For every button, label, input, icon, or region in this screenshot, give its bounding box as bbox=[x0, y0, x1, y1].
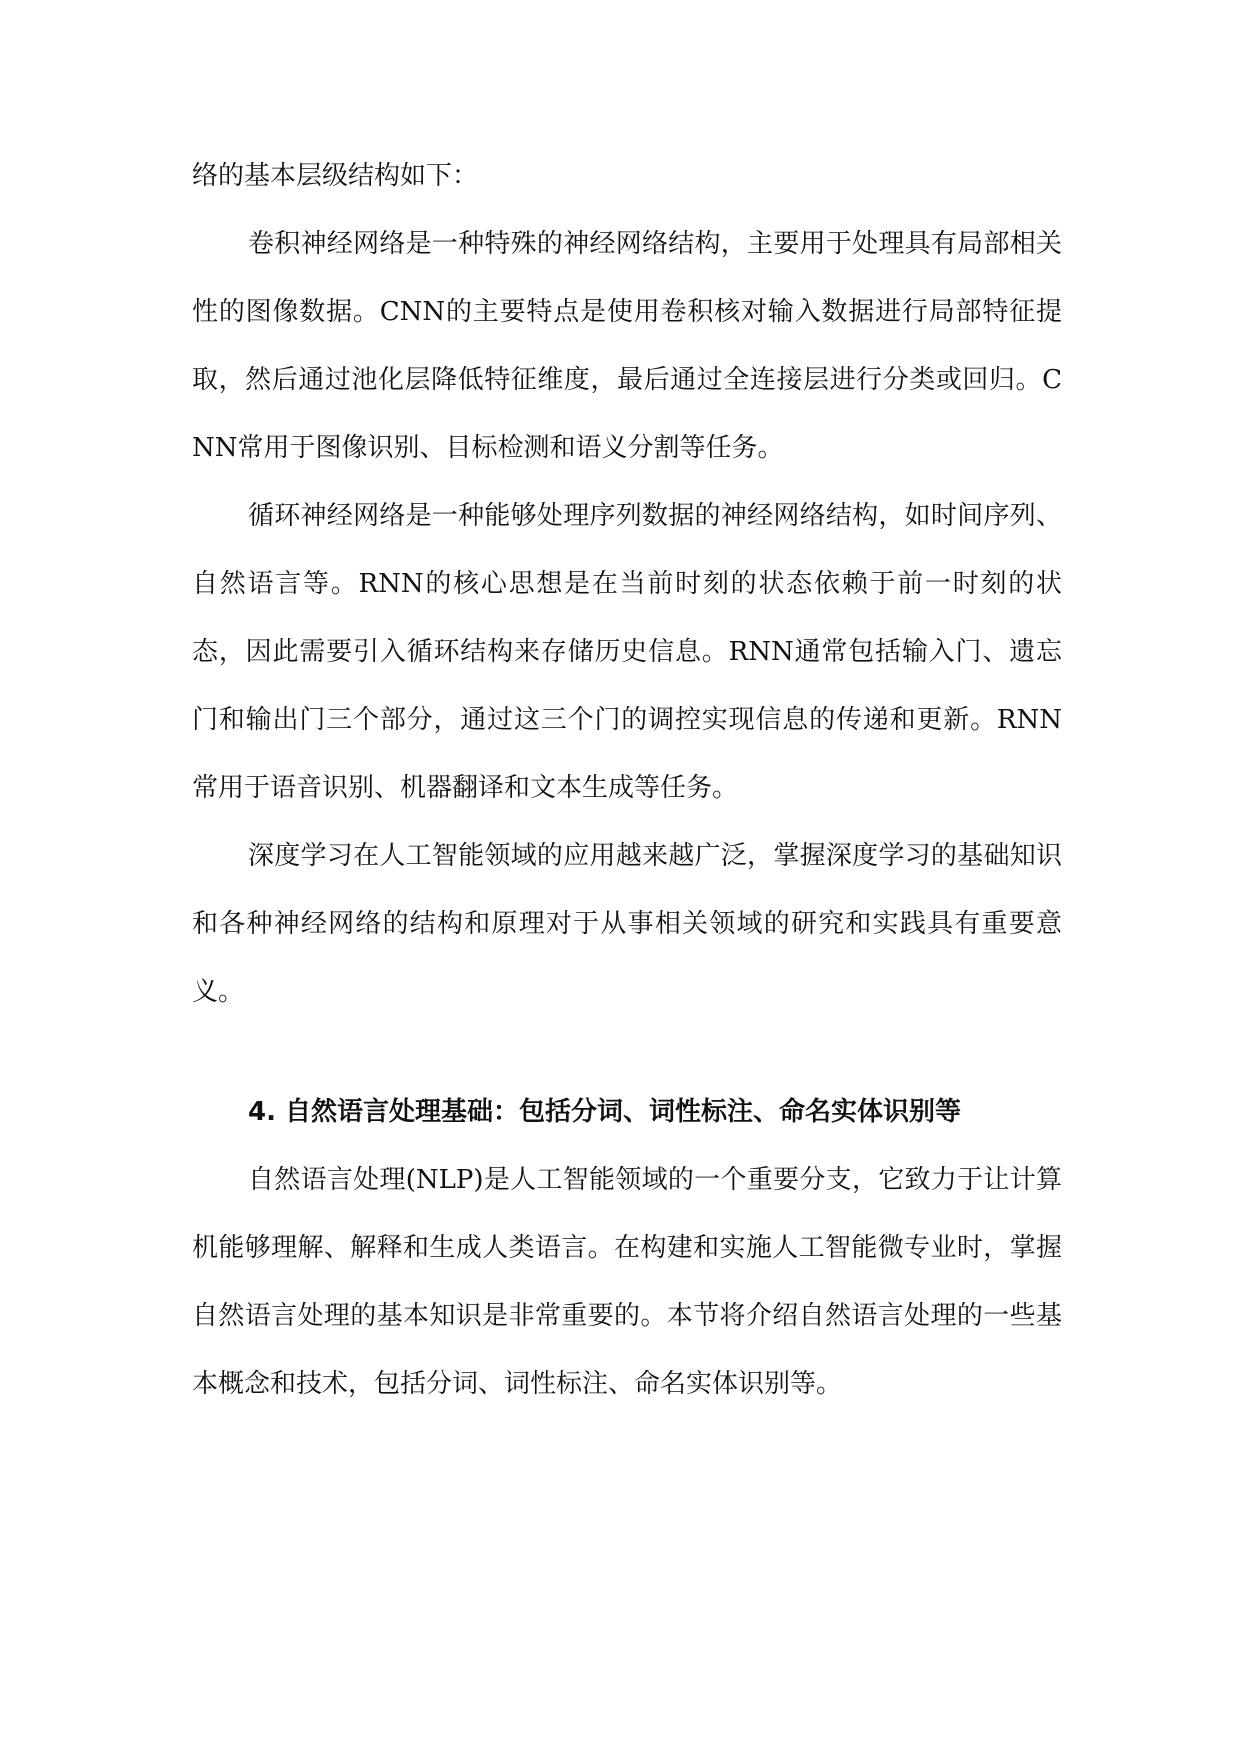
section-heading: 4. 自然语言处理基础：包括分词、词性标注、命名实体识别等 bbox=[248, 1097, 962, 1127]
document-body bbox=[192, 142, 1062, 1418]
paragraph-nlp-intro: 自然语言处理(NLP)是人工智能领域的一个重要分支，它致力于让计算机能够理解、解释和生成人类语言。在构建和实施人工智能微专业时，掌握自然语言处理的基本知识是非常重要的。本节将介绍自然语言处理的一些基本概念和技术，包括分词、词性标注、命名实体识别等。 bbox=[192, 1165, 1062, 1399]
paragraph-continuation: 络的基本层级结构如下： bbox=[192, 161, 479, 191]
paragraph-rnn: 循环神经网络是一种能够处理序列数据的神经网络结构，如时间序列、自然语言等。RNN的核心思想是在当前时刻的状态依赖于前一时刻的状态，因此需要引入循环结构来存储历史信息。RNN通常包括输入门、遗忘门和输出门三个部分，通过这三个门的调控实现信息的传递和更新。RNN常用于语音识别、机器翻译和文本生成等任务。 bbox=[192, 501, 1062, 803]
paragraph-cnn: 卷积神经网络是一种特殊的神经网络结构，主要用于处理具有局部相关性的图像数据。CNN的主要特点是使用卷积核对输入数据进行局部特征提取，然后通过池化层降低特征维度，最后通过全连接层进行分类或回归。CNN常用于图像识别、目标检测和语义分割等任务。 bbox=[192, 229, 1062, 463]
paragraph-deep-learning-summary: 深度学习在人工智能领域的应用越来越广泛，掌握深度学习的基础知识和各种神经网络的结构和原理对于从事相关领域的研究和实践具有重要意义。 bbox=[192, 841, 1062, 1007]
